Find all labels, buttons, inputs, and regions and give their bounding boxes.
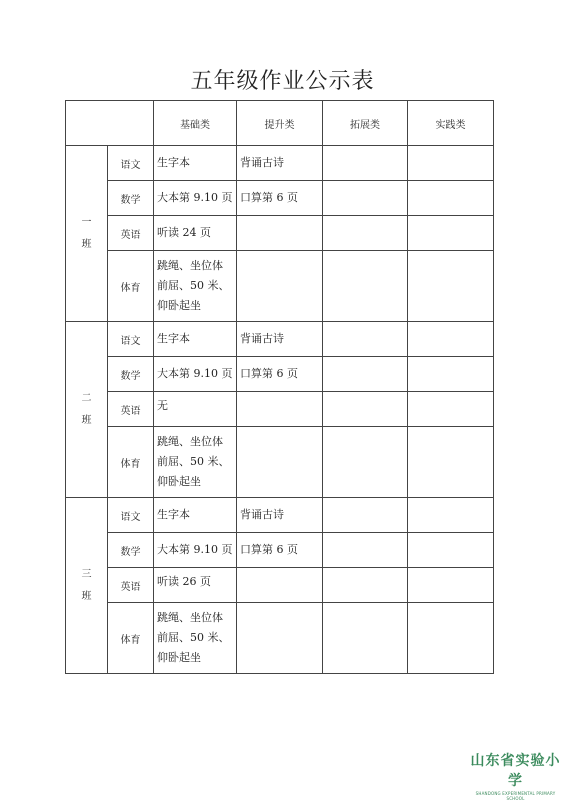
cell-extend <box>323 603 408 674</box>
subject-label: 英语 <box>108 392 154 427</box>
school-logo-cn: 山东省实验小学 <box>470 753 561 789</box>
subject-label: 数学 <box>108 181 154 216</box>
school-logo <box>468 750 563 801</box>
cell-improve: 背诵古诗 <box>237 146 323 181</box>
cell-practice <box>408 568 494 603</box>
header-improve: 提升类 <box>237 101 323 146</box>
cell-basic: 大本第 9.10 页 <box>154 533 237 568</box>
cell-basic: 大本第 9.10 页 <box>154 181 237 216</box>
header-corner <box>66 101 154 146</box>
cell-extend <box>323 146 408 181</box>
cell-extend <box>323 392 408 427</box>
header-row <box>66 101 494 146</box>
cell-practice <box>408 498 494 533</box>
page-title: 五年级作业公示表 <box>190 69 375 94</box>
table-row <box>66 357 494 392</box>
header-practice: 实践类 <box>408 101 494 146</box>
cell-extend <box>323 181 408 216</box>
subject-label: 数学 <box>108 357 154 392</box>
cell-extend <box>323 498 408 533</box>
cell-practice <box>408 603 494 674</box>
subject-label: 语文 <box>108 322 154 357</box>
cell-improve <box>237 427 323 498</box>
cell-improve: 背诵古诗 <box>237 322 323 357</box>
cell-extend <box>323 357 408 392</box>
subject-label: 语文 <box>108 146 154 181</box>
cell-improve: 口算第 6 页 <box>237 533 323 568</box>
cell-practice <box>408 216 494 251</box>
header-extend: 拓展类 <box>323 101 408 146</box>
cell-basic: 跳绳、坐位体前屈、50 米、仰卧起坐 <box>154 427 237 498</box>
cell-practice <box>408 146 494 181</box>
cell-improve <box>237 603 323 674</box>
class-name: 二 班 <box>66 322 108 498</box>
cell-basic: 跳绳、坐位体前屈、50 米、仰卧起坐 <box>154 251 237 322</box>
table-row <box>66 603 494 674</box>
cell-basic: 无 <box>154 392 237 427</box>
cell-basic: 生字本 <box>154 498 237 533</box>
cell-extend <box>323 216 408 251</box>
table-row <box>66 146 494 181</box>
header-basic: 基础类 <box>154 101 237 146</box>
cell-improve <box>237 216 323 251</box>
cell-practice <box>408 251 494 322</box>
cell-practice <box>408 357 494 392</box>
cell-basic: 生字本 <box>154 322 237 357</box>
cell-improve <box>237 568 323 603</box>
class-name: 三 班 <box>66 498 108 674</box>
cell-basic: 听读 24 页 <box>154 216 237 251</box>
subject-label: 体育 <box>108 251 154 322</box>
cell-improve <box>237 251 323 322</box>
cell-basic: 大本第 9.10 页 <box>154 357 237 392</box>
subject-label: 语文 <box>108 498 154 533</box>
subject-label: 英语 <box>108 216 154 251</box>
table-row <box>66 216 494 251</box>
cell-basic: 生字本 <box>154 146 237 181</box>
cell-extend <box>323 427 408 498</box>
table-row <box>66 392 494 427</box>
cell-improve: 口算第 6 页 <box>237 181 323 216</box>
table-row <box>66 181 494 216</box>
table-row <box>66 251 494 322</box>
cell-extend <box>323 322 408 357</box>
table-row <box>66 322 494 357</box>
cell-practice <box>408 392 494 427</box>
subject-label: 英语 <box>108 568 154 603</box>
table-row <box>66 568 494 603</box>
subject-label: 体育 <box>108 427 154 498</box>
cell-improve <box>237 392 323 427</box>
cell-improve: 背诵古诗 <box>237 498 323 533</box>
cell-practice <box>408 533 494 568</box>
cell-basic: 听读 26 页 <box>154 568 237 603</box>
class-name: 一 班 <box>66 146 108 322</box>
cell-basic: 跳绳、坐位体前屈、50 米、仰卧起坐 <box>154 603 237 674</box>
homework-table <box>65 100 494 674</box>
table-row <box>66 533 494 568</box>
subject-label: 数学 <box>108 533 154 568</box>
cell-practice <box>408 322 494 357</box>
cell-improve: 口算第 6 页 <box>237 357 323 392</box>
cell-practice <box>408 181 494 216</box>
cell-extend <box>323 568 408 603</box>
cell-extend <box>323 533 408 568</box>
school-logo-en: SHANDONG EXPERIMENTAL PRIMARY SCHOOL <box>475 791 556 801</box>
cell-extend <box>323 251 408 322</box>
cell-practice <box>408 427 494 498</box>
table-row <box>66 427 494 498</box>
subject-label: 体育 <box>108 603 154 674</box>
table-row <box>66 498 494 533</box>
